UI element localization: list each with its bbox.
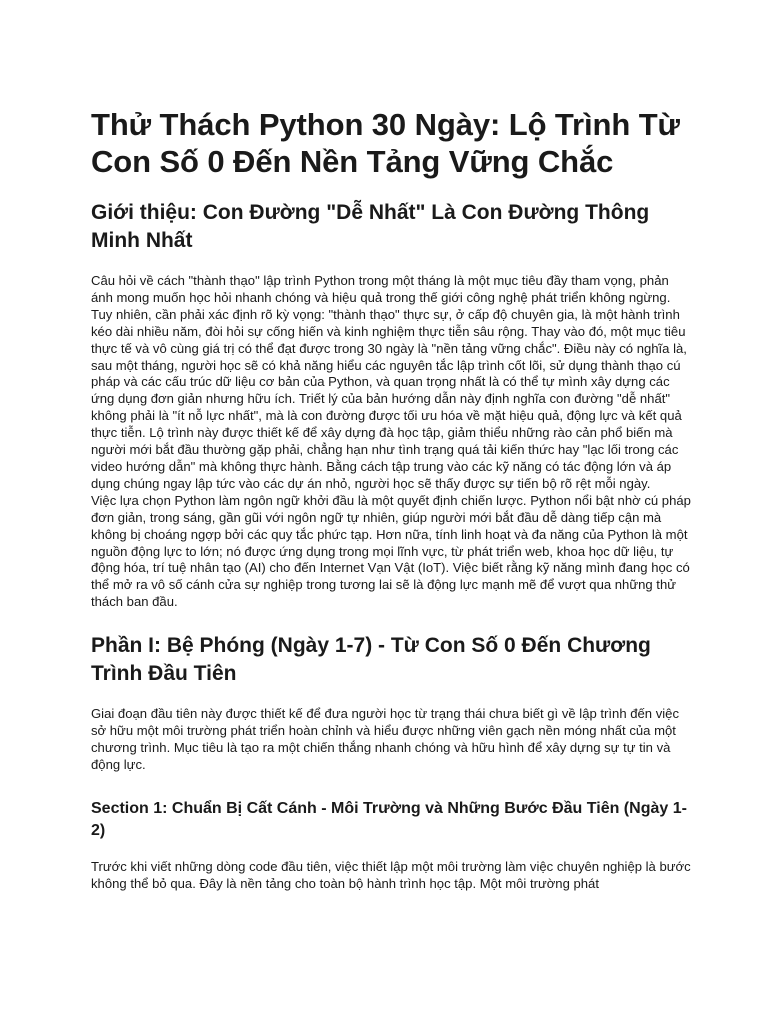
document-page <box>91 106 691 893</box>
intro-paragraph-2: Việc lựa chọn Python làm ngôn ngữ khởi đầu là một quyết định chiến lược. Python nổi bật nhờ cú pháp đơn giản, trong sáng, gần gũi với ngôn ngữ tự nhiên, giúp người mới bắt đầu dễ dàng tiếp cận mà không bị choáng ngợp bởi các quy tắc phức tạp. Hơn nữa, tính linh hoạt và đa năng của Python là một nguồn động lực to lớn; nó được ứng dụng trong mọi lĩnh vực, từ phát triển web, khoa học dữ liệu, tự động hóa, trí tuệ nhân tạo (AI) cho đến Internet Vạn Vật (IoT). Việc biết rằng kỹ năng mình đang học có thể mở ra vô số cánh cửa sự nghiệp trong tương lai sẽ là động lực mạnh mẽ để vượt qua những thử thách ban đầu. <box>91 492 691 610</box>
intro-heading: Giới thiệu: Con Đường "Dễ Nhất" Là Con Đường Thông Minh Nhất <box>91 201 650 252</box>
part1-paragraph: Giai đoạn đầu tiên này được thiết kế để đưa người học từ trạng thái chưa biết gì về lập trình đến việc sở hữu một môi trường phát triển hoàn chỉnh và hiểu được những viên gạch nền móng nhất của một chương trình. Mục tiêu là tạo ra một chiến thắng nhanh chóng và hữu hình để xây dựng sự tự tin và động lực. <box>91 706 680 772</box>
section1-paragraph: Trước khi viết những dòng code đầu tiên, việc thiết lập một môi trường làm việc chuyên nghiệp là bước không thể bỏ qua. Đây là nền tảng cho toàn bộ hành trình học tập. Một môi trường phát <box>91 858 691 891</box>
section1-heading: Section 1: Chuẩn Bị Cất Cánh - Môi Trường và Những Bước Đầu Tiên (Ngày 1-2) <box>91 799 687 839</box>
part1-heading: Phần I: Bệ Phóng (Ngày 1-7) - Từ Con Số 0 Đến Chương Trình Đầu Tiên <box>91 634 651 686</box>
intro-paragraph-1: Câu hỏi về cách "thành thạo" lập trình Python trong một tháng là một mục tiêu đầy tham vọng, phản ánh mong muốn học hỏi nhanh chóng và hiệu quả trong thế giới công nghệ phát triển không ngừng. Tuy nhiên, cần phải xác định rõ kỳ vọng: "thành thạo" thực sự, ở cấp độ chuyên gia, là một hành trình kéo dài nhiều năm, đòi hỏi sự cống hiến và kinh nghiệm thực tiễn sâu rộng. Thay vào đó, một mục tiêu thực tế và vô cùng giá trị có thể đạt được trong 30 ngày là "nền tảng vững chắc". Điều này có nghĩa là, sau một tháng, người học sẽ có khả năng hiểu các nguyên tắc lập trình cốt lõi, sử dụng thành thạo cú pháp và các cấu trúc dữ liệu cơ bản của Python, và quan trọng nhất là có thể tự mình xây dựng các ứng dụng đơn giản nhưng hữu ích. Triết lý của bản hướng dẫn này định nghĩa con đường "dễ nhất" không phải là "ít nỗ lực nhất", mà là con đường được tối ưu hóa về mặt hiệu quả, động lực và kết quả thực tiễn. Lộ trình này được thiết kế để xây dựng đà học tập, giảm thiểu những rào cản phổ biến mà người mới bắt đầu thường gặp phải, chẳng hạn như tình trạng quá tải kiến thức hay "lạc lối trong các video hướng dẫn" mà không thực hành. Bằng cách tập trung vào các kỹ năng có tác động lớn và áp dụng chúng ngay lập tức vào các dự án nhỏ, người học sẽ thấy được sự tiến bộ rõ rệt mỗi ngày. <box>91 273 687 491</box>
document-title: Thử Thách Python 30 Ngày: Lộ Trình Từ Con Số 0 Đến Nền Tảng Vững Chắc <box>91 107 680 179</box>
